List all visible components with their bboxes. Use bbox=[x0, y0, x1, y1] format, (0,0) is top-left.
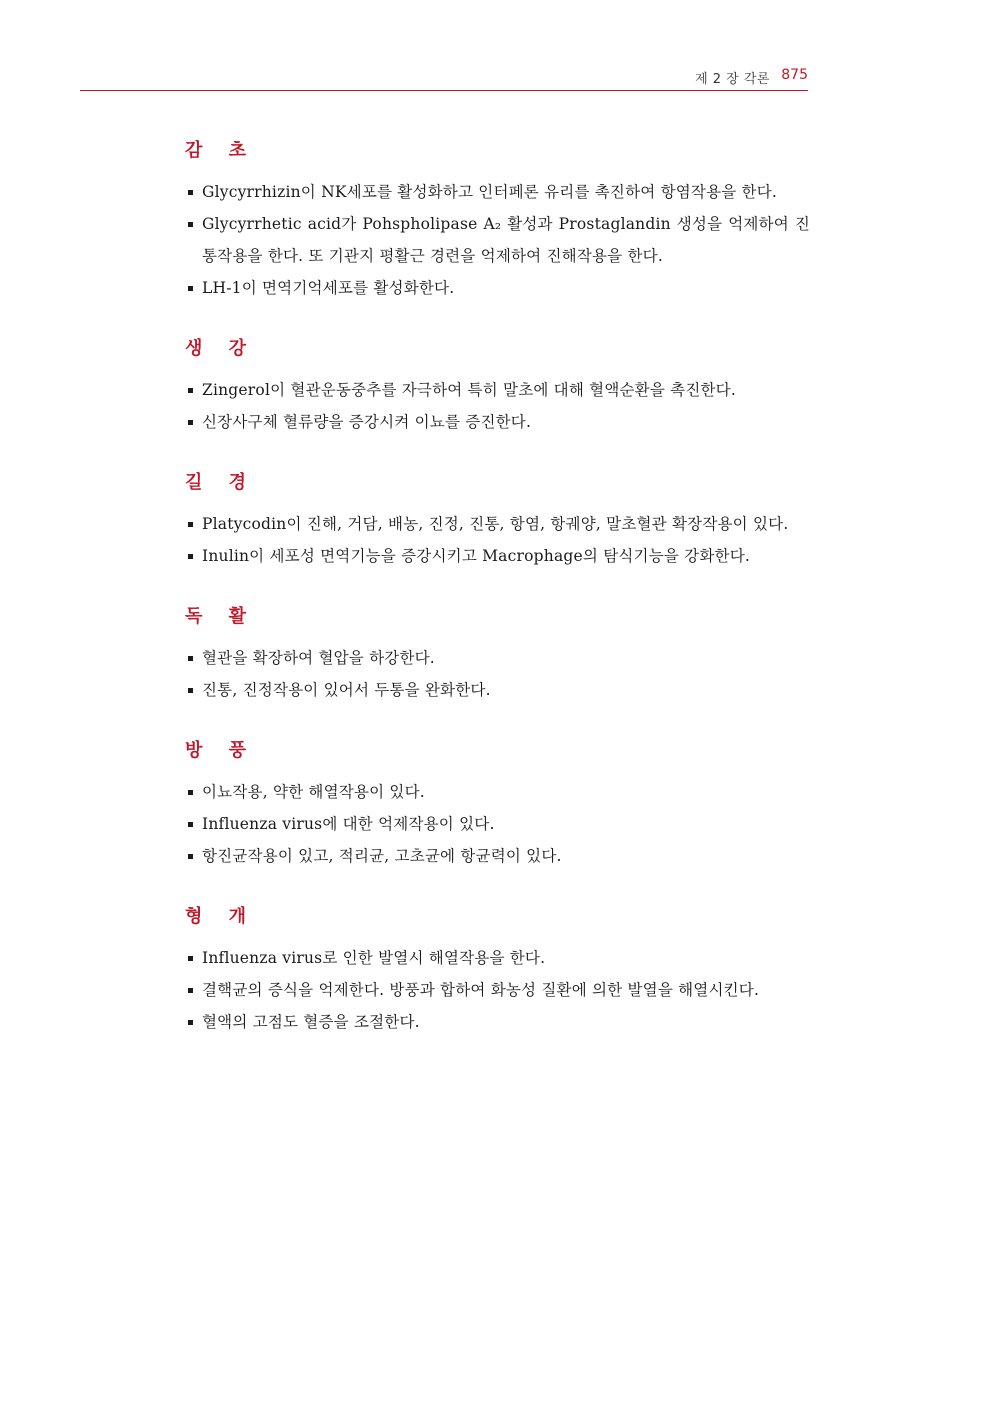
bullet-icon bbox=[188, 190, 193, 195]
list-item bbox=[185, 1006, 810, 1038]
bullet-icon bbox=[188, 988, 193, 993]
section-title: 감 초 bbox=[185, 140, 257, 161]
bullet-icon bbox=[188, 790, 193, 795]
item-text: 항진균작용이 있고, 적리균, 고초균에 항균력이 있다. bbox=[202, 847, 562, 865]
item-text: Platycodin이 진해, 거담, 배농, 진정, 진통, 항염, 항궤양, 말초혈관 확장작용이 있다. bbox=[202, 515, 789, 533]
item-text: 이뇨작용, 약한 해열작용이 있다. bbox=[202, 783, 425, 801]
item-text: Influenza virus에 대한 억제작용이 있다. bbox=[202, 815, 495, 833]
list-item bbox=[185, 674, 810, 706]
list-item bbox=[185, 808, 810, 840]
list-item bbox=[185, 974, 810, 1006]
list-item bbox=[185, 208, 810, 272]
list-item bbox=[185, 374, 810, 406]
section-title: 길 경 bbox=[185, 472, 257, 493]
section-title: 독 활 bbox=[185, 606, 257, 627]
list-item bbox=[185, 942, 810, 974]
item-text: Zingerol이 혈관운동중추를 자극하여 특히 말초에 대해 혈액순환을 촉진한다. bbox=[202, 381, 736, 399]
list-item bbox=[185, 840, 810, 872]
list-item bbox=[185, 642, 810, 674]
page-content bbox=[185, 136, 810, 1068]
list-item bbox=[185, 176, 810, 208]
section-dokhwal bbox=[185, 602, 810, 706]
item-text: Glycyrrhetic acid가 Pohspholipase A₂ 활성과 Prostaglandin 생성을 억제하여 진통작용을 한다. 또 기관지 평활근 경련을 억제하여 진해작용을 한다. bbox=[202, 215, 810, 265]
bullet-icon bbox=[188, 656, 193, 661]
list-item bbox=[185, 406, 810, 438]
bullet-icon bbox=[188, 822, 193, 827]
item-text: LH-1이 면역기억세포를 활성화한다. bbox=[202, 279, 455, 297]
section-title: 생 강 bbox=[185, 338, 257, 359]
section-hyeonggae bbox=[185, 902, 810, 1038]
bullet-icon bbox=[188, 956, 193, 961]
item-text: 혈관을 확장하여 혈압을 하강한다. bbox=[202, 649, 435, 667]
section-bangpung bbox=[185, 736, 810, 872]
bullet-icon bbox=[188, 1020, 193, 1025]
item-text: 신장사구체 혈류량을 증강시켜 이뇨를 증진한다. bbox=[202, 413, 532, 431]
item-text: 결핵균의 증식을 억제한다. 방풍과 합하여 화농성 질환에 의한 발열을 해열시킨다. bbox=[202, 981, 760, 999]
list-item bbox=[185, 776, 810, 808]
bullet-list bbox=[185, 176, 810, 304]
item-text: 혈액의 고점도 혈증을 조절한다. bbox=[202, 1013, 420, 1031]
section-saenggang bbox=[185, 334, 810, 438]
item-text: Influenza virus로 인한 발열시 해열작용을 한다. bbox=[202, 949, 546, 967]
item-text: Glycyrrhizin이 NK세포를 활성화하고 인터페론 유리를 촉진하여 항염작용을 한다. bbox=[202, 183, 778, 201]
section-gamcho bbox=[185, 136, 810, 304]
list-item bbox=[185, 540, 810, 572]
section-title: 방 풍 bbox=[185, 740, 257, 761]
bullet-icon bbox=[188, 522, 193, 527]
bullet-icon bbox=[188, 388, 193, 393]
list-item bbox=[185, 508, 810, 540]
list-item bbox=[185, 272, 810, 304]
section-title: 형 개 bbox=[185, 906, 257, 927]
bullet-list bbox=[185, 508, 810, 572]
bullet-icon bbox=[188, 222, 193, 227]
page-header bbox=[80, 66, 808, 91]
section-gilgyeong bbox=[185, 468, 810, 572]
bullet-list bbox=[185, 374, 810, 438]
bullet-icon bbox=[188, 286, 193, 291]
bullet-list bbox=[185, 942, 810, 1038]
bullet-list bbox=[185, 776, 810, 872]
bullet-icon bbox=[188, 554, 193, 559]
bullet-icon bbox=[188, 854, 193, 859]
page-number: 875 bbox=[781, 67, 808, 83]
chapter-label: 제 2 장 각론 bbox=[695, 72, 770, 87]
bullet-list bbox=[185, 642, 810, 706]
item-text: Inulin이 세포성 면역기능을 증강시키고 Macrophage의 탐식기능을 강화한다. bbox=[202, 547, 751, 565]
bullet-icon bbox=[188, 420, 193, 425]
item-text: 진통, 진정작용이 있어서 두통을 완화한다. bbox=[202, 681, 491, 699]
bullet-icon bbox=[188, 688, 193, 693]
